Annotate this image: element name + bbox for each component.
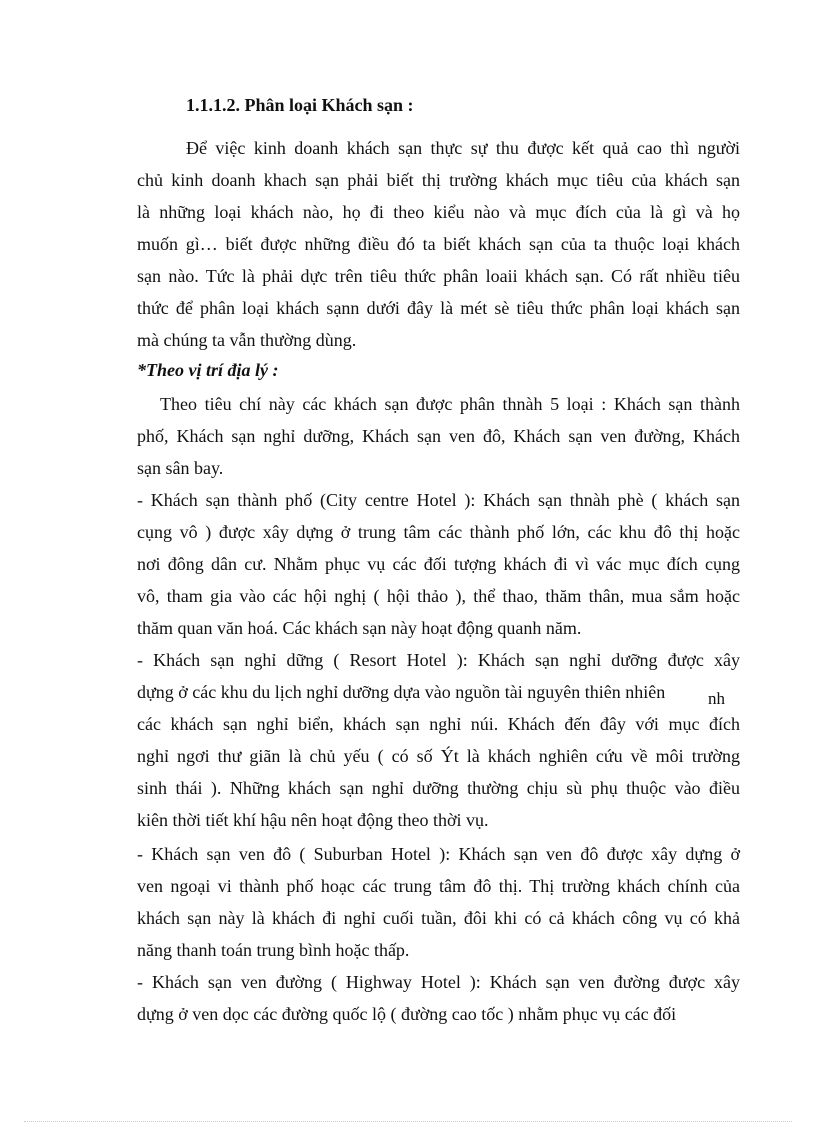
resort-hotel-line: - Khách sạn nghỉ dững ( Resort Hotel ): Khách sạn nghỉ dưỡng được xây — [137, 650, 740, 670]
location-line: phố, Khách sạn nghỉ dưỡng, Khách sạn ven đô, Khách sạn ven đường, Khách — [137, 426, 740, 446]
resort-hotel-line: sinh thái ). Những khách sạn nghỉ dưỡng thường chịu sù phụ thuộc vào điều — [137, 778, 740, 798]
city-hotel-line: cụng vô ) được xây dựng ở trung tâm các thành phố lớn, các khu đô thị hoặc — [137, 522, 740, 542]
intro-line: thức để phân loại khách sạnn dưới đây là mét sè tiêu thức phân loại khách sạn — [137, 298, 740, 318]
resort-trailing-text: nh — [708, 689, 725, 708]
highway-hotel-line: - Khách sạn ven đường ( Highway Hotel ): Khách sạn ven đường được xây — [137, 972, 740, 992]
section-heading: 1.1.1.2. Phân loại Khách sạn : — [186, 95, 414, 115]
city-hotel-line: nơi đông dân cư. Nhằm phục vụ các đối tượng khách đi vì vác mục đích cụng — [137, 554, 740, 574]
resort-hotel-line: nghỉ ngơi thư giãn là chủ yếu ( có số Ýt là khách nghiên cứu về môi trường — [137, 746, 740, 766]
highway-hotel-line: dựng ở ven dọc các đường quốc lộ ( đường cao tốc ) nhằm phục vụ các đối — [137, 1004, 677, 1024]
page-bottom-divider — [24, 1121, 792, 1122]
city-hotel-line: vô, tham gia vào các hội nghị ( hội thảo ), thể thao, thăm thân, mua sắm hoặc — [137, 586, 740, 606]
location-line: sạn sân bay. — [137, 458, 224, 478]
suburban-hotel-line: khách sạn này là khách đi nghỉ cuối tuần, đôi khi có cả khách công vụ có khả — [137, 908, 740, 928]
city-hotel-line: - Khách sạn thành phố (City centre Hotel ): Khách sạn thnàh phè ( khách sạn — [137, 490, 740, 510]
resort-hotel-line: kiên thời tiết khí hậu nên hoạt động theo thời vụ. — [137, 810, 489, 830]
resort-hotel-line: các khách sạn nghỉ biển, khách sạn nghỉ núi. Khách đến đây với mục đích — [137, 714, 740, 734]
intro-line: chủ kinh doanh khach sạn phải biết thị trường khách mục tiêu của khách sạn — [137, 170, 740, 190]
suburban-hotel-line: năng thanh toán trung bình hoặc thấp. — [137, 940, 410, 960]
subheading-location: *Theo vị trí địa lý : — [137, 360, 279, 380]
intro-line: sạn nào. Tức là phải dực trên tiêu thức phân loaii khách sạn. Có rất nhiều tiêu — [137, 266, 740, 286]
suburban-hotel-line: - Khách sạn ven đô ( Suburban Hotel ): Khách sạn ven đô được xây dựng ở — [137, 844, 740, 864]
intro-line: muốn gì… biết được những điều đó ta biết khách sạn của ta thuộc loại khách — [137, 234, 740, 254]
location-line: Theo tiêu chí này các khách sạn được phân thnàh 5 loại : Khách sạn thành — [160, 394, 740, 414]
intro-line: Để việc kinh doanh khách sạn thực sự thu được kết quả cao thì người — [186, 138, 740, 158]
resort-hotel-line: dựng ở các khu du lịch nghỉ dưỡng dựa vào nguồn tài nguyên thiên nhiên — [137, 682, 666, 702]
city-hotel-line: thăm quan văn hoá. Các khách sạn này hoạt động quanh năm. — [137, 618, 582, 638]
intro-line: là những loại khách nào, họ đi theo kiểu nào và mục đích của là gì và họ — [137, 202, 740, 222]
suburban-hotel-line: ven ngoại vi thành phố hoạc các trung tâm đô thị. Thị trường khách chính của — [137, 876, 740, 896]
intro-line: mà chúng ta vẫn thường dùng. — [137, 330, 357, 350]
